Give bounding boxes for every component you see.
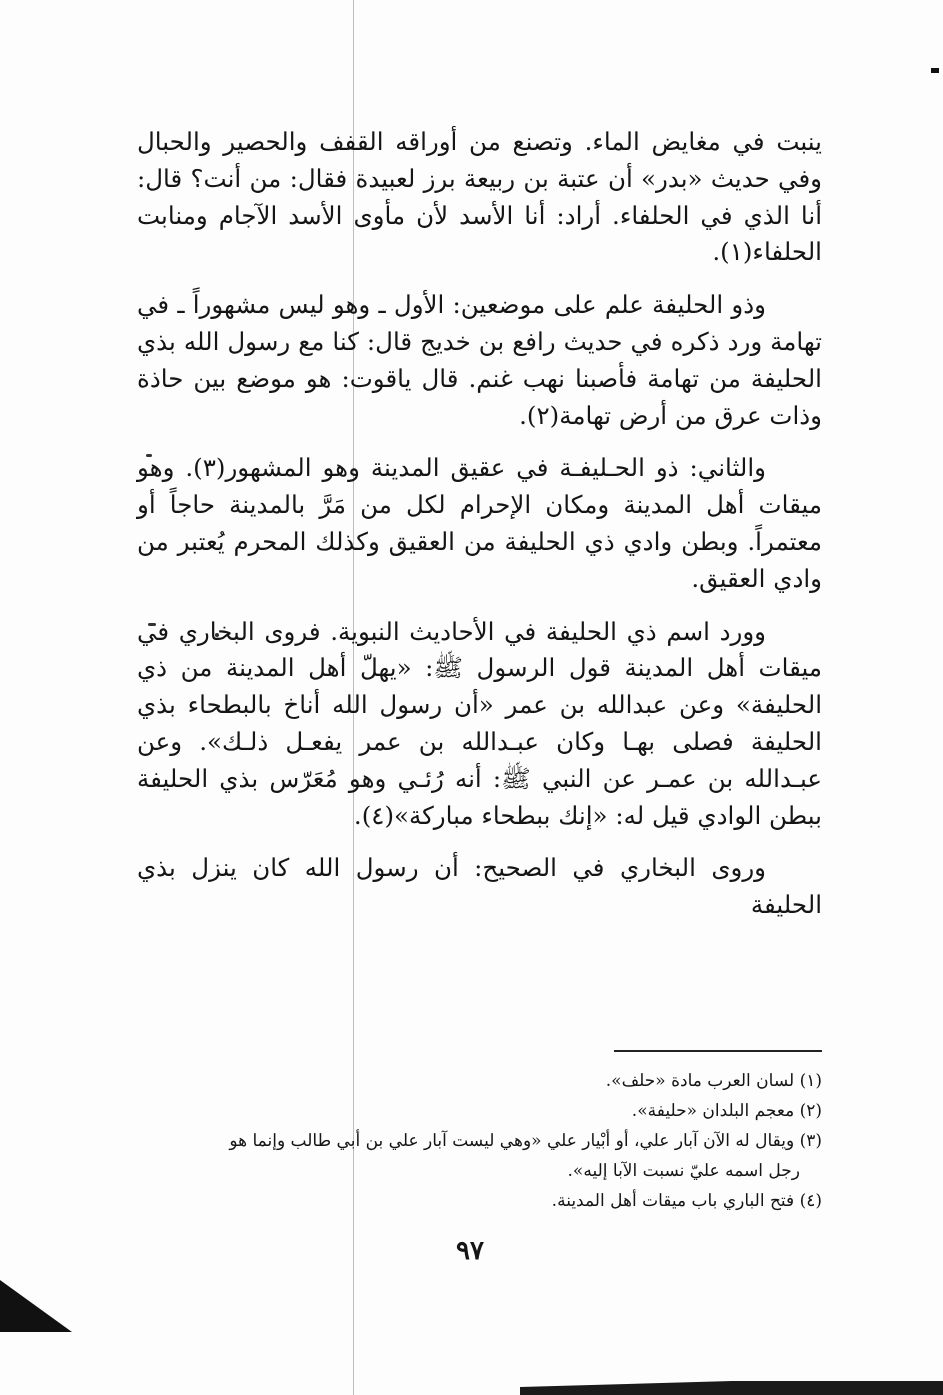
footnote: (٢) معجم البلدان «حليفة». [631,1101,822,1121]
footnote: (٣) ويقال له الآن آبار علي، أو أبْيار علي «وهي ليست آبار علي بن أبي طالب وإنما هو [229,1131,822,1151]
page-number: ٩٧ [456,1236,484,1266]
paragraph: ينبت في مغايض الماء. وتصنع من أوراقه القفف والحصير والحبال وفي حديث «بدر» أن عتبة بن ربيعة برز لعبيدة فقال: من أنت؟ قال: أنا الذي في الحلفاء. أراد: أنا الأسد لأن مأوى الأسد الآجام ومنابت الحلفاء(١). [137,127,822,267]
main-text [137,124,822,940]
paragraph: وورد اسم ذي الحليفة في الأحاديث النبوية. فروى البخاري في ميقات أهل المدينة قول الرسول ﷺ: «يهلّ أهل المدينة من ذي الحليفة» وعن عبدالله بن عمر «أن رسول الله أناخ بالبطحاء بذي الحليفة فصلى بهـا وكان عبـدالله بن عمر يفعـل ذلـك». وعن عبـدالله بن عمـر عن النبي ﷺ: أنه رُئـي وهو مُعَرّس بذي الحليفة ببطن الوادي قيل له: «إنك ببطحاء مباركة»(٤). [137,616,822,830]
scan-corner-shadow [0,1280,72,1332]
scan-bottom-shadow [520,1375,943,1395]
scan-mark-top [931,68,939,73]
footnotes [130,1066,822,1216]
footnote: (١) لسان العرب مادة «حلف». [605,1071,822,1091]
paragraph: والثاني: ذو الحـليفـة في عقيق المدينة وهو المشهور(٣). وهو ميقات أهل المدينة ومكان الإحرام لكل من مَرَّ بالمدينة حاجاً أو معتمراً. وبطن وادي ذي الحليفة من العقيق وكذلك المحرم يُعتبر من وادي العقيق. [137,453,822,593]
paragraph: وروى البخاري في الصحيح: أن رسول الله كان ينزل بذي الحليفة [137,853,822,920]
footnote: (٤) فتح الباري باب ميقات أهل المدينة. [551,1191,822,1211]
footnote-separator [614,1050,822,1052]
footnote-continuation: رجل اسمه عليّ نسبت الآبا إليه». [567,1161,800,1181]
paragraph: وذو الحليفة علم على موضعين: الأول ـ وهو ليس مشهوراً ـ في تهامة ورد ذكره في حديث رافع بن خديج قال: كنا مع رسول الله بذي الحليفة من تهامة فأصبنا نهب غنم. قال ياقوت: هو موضع بين حاذة وذات عرق من أرض تهامة(٢). [137,290,822,430]
